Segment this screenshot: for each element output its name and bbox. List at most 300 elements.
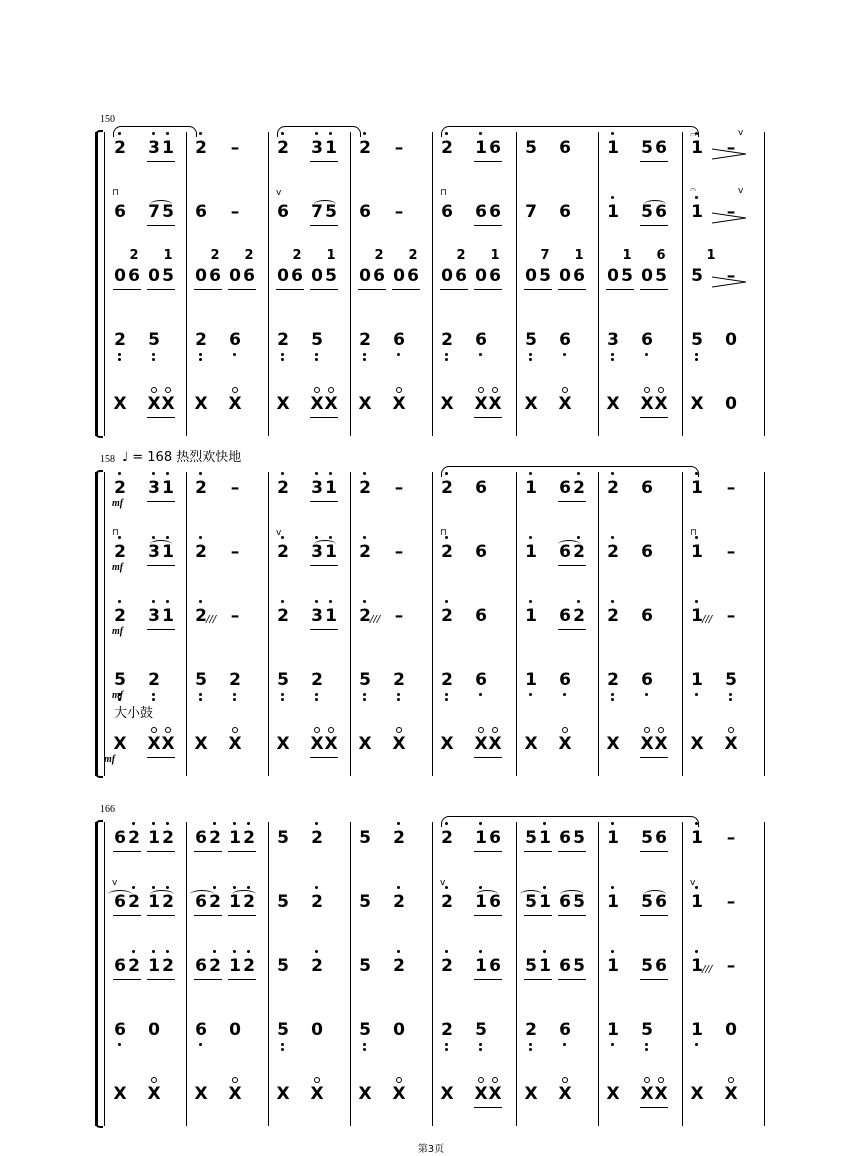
percussion-hit: X: [524, 1084, 538, 1104]
up-bow-mark: v: [112, 878, 118, 888]
octave-dot-below: [152, 358, 155, 361]
octave-dot-above: [543, 886, 546, 889]
jianpu-note: 1: [524, 478, 538, 498]
staff-row: [0, 946, 862, 986]
open-ring-mark: [328, 387, 334, 393]
octave-dot-below: [315, 358, 318, 361]
jianpu-note: 1: [228, 892, 242, 912]
dynamic-mark: mf: [112, 498, 124, 509]
jianpu-note: 5: [525, 956, 537, 976]
slur: [476, 890, 498, 899]
octave-dot-above: [577, 536, 580, 539]
eighth-underline: [558, 501, 586, 502]
score-system: [0, 114, 862, 448]
jianpu-note: 1: [474, 892, 488, 912]
jianpu-note: 2: [161, 956, 175, 976]
eighth-underline: [524, 851, 552, 852]
jianpu-note: 1: [690, 606, 704, 626]
octave-dot-below: [199, 1043, 202, 1046]
percussion-hit: X: [147, 734, 161, 754]
sustain-dash: –: [726, 828, 736, 848]
tremolo-mark: ///: [702, 964, 713, 975]
jianpu-note: 6: [655, 828, 667, 848]
phrase-slur: [277, 126, 361, 137]
phrase-slur: [113, 126, 197, 137]
jianpu-note: 0: [114, 266, 126, 286]
open-ring-mark: [151, 727, 157, 733]
open-ring-mark: [478, 727, 484, 733]
jianpu-note: 2: [358, 330, 372, 350]
percussion-hit: X: [310, 734, 324, 754]
jianpu-note: 5: [474, 1020, 488, 1040]
eighth-underline: [640, 851, 668, 852]
jianpu-note: 6: [407, 266, 419, 286]
jianpu-note: 1: [474, 828, 488, 848]
slur: [558, 540, 580, 549]
eighth-underline: [194, 851, 222, 852]
jianpu-note: 7: [148, 202, 160, 222]
jianpu-note: 1: [228, 828, 242, 848]
jianpu-note: 2: [392, 828, 406, 848]
percussion-hit: X: [640, 1084, 654, 1104]
percussion-hit: X: [440, 394, 454, 414]
octave-dot-above: [166, 472, 169, 475]
jianpu-note: 6: [474, 330, 488, 350]
eighth-underline: [474, 289, 502, 290]
tremolo-mark: ///: [370, 614, 381, 625]
eighth-underline: [113, 289, 141, 290]
slur: [560, 890, 584, 899]
jianpu-note: 5: [539, 266, 551, 286]
eighth-underline: [147, 915, 175, 916]
open-ring-mark: [644, 727, 650, 733]
jianpu-note: 1: [690, 138, 704, 158]
percussion-hit: X: [724, 1084, 738, 1104]
octave-dot-below: [199, 698, 202, 701]
octave-dot-below: [445, 353, 448, 356]
open-ring-mark: [165, 387, 171, 393]
jianpu-note: 5: [277, 828, 289, 848]
eighth-underline: [228, 289, 256, 290]
jianpu-note: 5: [358, 1020, 372, 1040]
sustain-dash: –: [726, 606, 736, 626]
slur: [644, 890, 666, 899]
octave-dot-above: [445, 600, 448, 603]
percussion-hit: X: [488, 734, 502, 754]
octave-dot-above: [199, 600, 202, 603]
open-ring-mark: [658, 387, 664, 393]
jianpu-note: 0: [641, 266, 653, 286]
jianpu-note: 2: [113, 138, 127, 158]
staff-row: [0, 1010, 862, 1050]
slur: [314, 540, 336, 549]
octave-dot-above: [213, 950, 216, 953]
octave-dot-above: [315, 536, 318, 539]
jianpu-note: 5: [525, 892, 537, 912]
octave-dot-above: [363, 132, 366, 135]
staff-row: [0, 532, 862, 572]
down-bow-mark: ⊓: [440, 188, 448, 198]
percussion-hit: X: [147, 394, 161, 414]
jianpu-note: 6: [209, 266, 221, 286]
octave-dot-above: [397, 950, 400, 953]
jianpu-note: 5: [525, 828, 537, 848]
jianpu-note: 2: [242, 956, 256, 976]
percussion-hit: X: [324, 394, 338, 414]
jianpu-note: 2: [310, 892, 324, 912]
octave-dot-below: [363, 353, 366, 356]
octave-dot-above: [132, 886, 135, 889]
jianpu-note: 2: [276, 138, 290, 158]
measure-number: 158: [100, 454, 115, 465]
octave-dot-above: [611, 600, 614, 603]
jianpu-note: 2: [194, 330, 208, 350]
jianpu-note: 6: [640, 670, 654, 690]
octave-dot-above: [233, 950, 236, 953]
dynamic-mark: mf: [112, 690, 124, 701]
jianpu-note: 1: [524, 670, 538, 690]
octave-dot-below: [445, 1043, 448, 1046]
sustain-dash: –: [394, 606, 404, 626]
octave-dot-below: [695, 693, 698, 696]
jianpu-note: 2: [310, 956, 324, 976]
percussion-hit: X: [558, 394, 572, 414]
jianpu-note: 6: [655, 202, 667, 222]
jianpu-note: 2: [606, 670, 620, 690]
sustain-dash: –: [394, 542, 404, 562]
eighth-underline: [276, 289, 304, 290]
open-ring-mark: [396, 387, 402, 393]
slur: [520, 890, 542, 899]
sustain-dash: –: [230, 202, 240, 222]
octave-dot-below: [529, 693, 532, 696]
jianpu-note: 1: [161, 478, 175, 498]
octave-dot-above: [363, 600, 366, 603]
jianpu-note: 1: [606, 956, 620, 976]
eighth-underline: [194, 915, 222, 916]
measure-number: 150: [100, 114, 115, 125]
octave-dot-above: [543, 950, 546, 953]
jianpu-note: 5: [276, 1020, 290, 1040]
octave-dot-below: [363, 358, 366, 361]
jianpu-note: 6: [291, 266, 303, 286]
jianpu-note: 2: [440, 892, 454, 912]
jianpu-note: 0: [311, 266, 323, 286]
jianpu-note: 1: [690, 828, 704, 848]
decrescendo-hairpin: [712, 210, 746, 224]
jianpu-note: 3: [147, 478, 161, 498]
up-bow-mark: v: [738, 128, 744, 138]
chord-upper-note: 7: [540, 248, 550, 263]
jianpu-note: 6: [559, 956, 571, 976]
sustain-dash: –: [394, 202, 404, 222]
octave-dot-above: [199, 132, 202, 135]
octave-dot-below: [281, 1043, 284, 1046]
percussion-hit: X: [276, 394, 290, 414]
jianpu-note: 5: [325, 266, 337, 286]
jianpu-note: 6: [559, 202, 571, 222]
jianpu-note: 5: [573, 828, 585, 848]
sustain-dash: –: [726, 202, 736, 222]
jianpu-note: 5: [621, 266, 633, 286]
eighth-underline: [147, 565, 175, 566]
open-ring-mark: [562, 1077, 568, 1083]
percussion-hit: X: [440, 1084, 454, 1104]
slur: [644, 200, 666, 209]
staff-row: [0, 660, 862, 700]
octave-dot-below: [363, 1043, 366, 1046]
jianpu-note: 5: [573, 892, 585, 912]
eighth-underline: [558, 289, 586, 290]
eighth-underline: [606, 289, 634, 290]
chord-upper-note: 1: [326, 248, 336, 263]
slur: [150, 540, 172, 549]
jianpu-note: 2: [276, 478, 290, 498]
octave-dot-below: [397, 698, 400, 701]
percussion-hit: X: [113, 1084, 127, 1104]
open-ring-mark: [492, 387, 498, 393]
dynamic-mark: mf: [104, 754, 116, 765]
jianpu-note: 2: [161, 892, 175, 912]
down-bow-mark: ⊓: [690, 528, 698, 538]
octave-dot-below: [611, 698, 614, 701]
octave-dot-above: [199, 472, 202, 475]
jianpu-note: 0: [725, 1020, 737, 1040]
octave-dot-above: [695, 600, 698, 603]
jianpu-note: 5: [573, 956, 585, 976]
phrase-slur: [441, 126, 699, 137]
jianpu-note: 6: [441, 202, 453, 222]
eighth-underline: [474, 757, 502, 758]
percussion-hit: X: [392, 394, 406, 414]
dynamic-mark: mf: [112, 562, 124, 573]
percussion-hit: X: [310, 1084, 324, 1104]
octave-dot-below: [152, 353, 155, 356]
percussion-hit: X: [358, 394, 372, 414]
up-bow-mark: v: [440, 878, 446, 888]
octave-dot-above: [233, 822, 236, 825]
octave-dot-above: [315, 600, 318, 603]
percussion-hit: X: [690, 394, 704, 414]
octave-dot-above: [213, 822, 216, 825]
jianpu-note: 2: [358, 606, 372, 626]
octave-dot-above: [397, 822, 400, 825]
octave-dot-below: [233, 698, 236, 701]
octave-dot-below: [233, 693, 236, 696]
percussion-hit: X: [358, 1084, 372, 1104]
jianpu-note: 1: [606, 1020, 620, 1040]
jianpu-note: 2: [242, 892, 256, 912]
percussion-hit: X: [113, 394, 127, 414]
open-ring-mark: [314, 727, 320, 733]
sustain-dash: –: [726, 956, 736, 976]
octave-dot-above: [363, 536, 366, 539]
up-bow-mark: v: [738, 186, 744, 196]
percussion-hit: X: [488, 394, 502, 414]
eighth-underline: [640, 417, 668, 418]
jianpu-note: 1: [524, 606, 538, 626]
dynamic-mark: mf: [112, 626, 124, 637]
eighth-underline: [147, 757, 175, 758]
octave-dot-below: [645, 1043, 648, 1046]
jianpu-note: 1: [524, 542, 538, 562]
eighth-underline: [474, 225, 502, 226]
percussion-hit: X: [606, 1084, 620, 1104]
jianpu-note: 1: [324, 606, 338, 626]
jianpu-note: 6: [359, 202, 371, 222]
octave-dot-above: [611, 196, 614, 199]
jianpu-note: 6: [475, 606, 487, 626]
octave-dot-above: [118, 600, 121, 603]
jianpu-note: 6: [559, 606, 571, 626]
sustain-dash: –: [726, 542, 736, 562]
octave-dot-above: [233, 886, 236, 889]
jianpu-note: 2: [358, 542, 372, 562]
octave-dot-above: [479, 950, 482, 953]
staff-row: [0, 1074, 862, 1114]
sustain-dash: –: [726, 478, 736, 498]
jianpu-note: 2: [113, 542, 127, 562]
octave-dot-above: [166, 950, 169, 953]
jianpu-note: 3: [147, 606, 161, 626]
jianpu-note: 1: [690, 892, 704, 912]
jianpu-note: 0: [393, 266, 405, 286]
eighth-underline: [640, 289, 668, 290]
up-bow-mark: v: [276, 188, 282, 198]
jianpu-note: 1: [690, 202, 704, 222]
octave-dot-above: [247, 886, 250, 889]
jianpu-note: 1: [324, 542, 338, 562]
percussion-hit: X: [474, 1084, 488, 1104]
brace-bottom-hook: [95, 770, 103, 778]
octave-dot-above: [611, 536, 614, 539]
eighth-underline: [147, 629, 175, 630]
jianpu-note: 2: [194, 606, 208, 626]
octave-dot-below: [152, 698, 155, 701]
octave-dot-below: [729, 698, 732, 701]
jianpu-note: 2: [392, 956, 406, 976]
open-ring-mark: [396, 727, 402, 733]
octave-dot-below: [611, 693, 614, 696]
jianpu-note: 2: [127, 956, 141, 976]
jianpu-note: 2: [127, 892, 141, 912]
percussion-hit: X: [392, 1084, 406, 1104]
jianpu-note: 1: [161, 606, 175, 626]
octave-dot-above: [281, 472, 284, 475]
jianpu-note: 0: [393, 1020, 405, 1040]
jianpu-note: 2: [147, 670, 161, 690]
octave-dot-below: [695, 358, 698, 361]
down-bow-mark: ⊓: [440, 528, 448, 538]
eighth-underline: [310, 161, 338, 162]
jianpu-note: 5: [359, 892, 371, 912]
slur: [190, 890, 214, 899]
octave-dot-above: [577, 600, 580, 603]
jianpu-note: 6: [641, 542, 653, 562]
staff-row: [0, 724, 862, 764]
jianpu-note: 6: [277, 202, 289, 222]
jianpu-note: 2: [113, 606, 127, 626]
open-ring-mark: [232, 1077, 238, 1083]
octave-dot-below: [118, 1043, 121, 1046]
octave-dot-above: [529, 600, 532, 603]
jianpu-note: 2: [358, 478, 372, 498]
jianpu-note: 2: [440, 478, 454, 498]
staff-row: [0, 596, 862, 636]
eighth-underline: [310, 417, 338, 418]
open-ring-mark: [314, 1077, 320, 1083]
eighth-underline: [147, 417, 175, 418]
percussion-hit: X: [558, 1084, 572, 1104]
eighth-underline: [113, 979, 141, 980]
jianpu-note: 6: [655, 956, 667, 976]
jianpu-note: 2: [606, 606, 620, 626]
chord-upper-note: 2: [210, 248, 220, 263]
percussion-hit: X: [474, 394, 488, 414]
eighth-underline: [558, 979, 586, 980]
percussion-hit: X: [606, 394, 620, 414]
octave-dot-below: [611, 1043, 614, 1046]
jianpu-note: 6: [195, 892, 207, 912]
jianpu-note: 5: [655, 266, 667, 286]
jianpu-note: 2: [606, 542, 620, 562]
percussion-hit: X: [358, 734, 372, 754]
phrase-slur: [441, 816, 699, 827]
chord-upper-note: 1: [574, 248, 584, 263]
jianpu-note: 6: [640, 330, 654, 350]
open-ring-mark: [232, 727, 238, 733]
octave-dot-below: [563, 693, 566, 696]
brace-bottom-hook: [95, 1120, 103, 1128]
jianpu-note: 2: [572, 478, 586, 498]
octave-dot-above: [166, 600, 169, 603]
jianpu-note: 6: [489, 828, 501, 848]
octave-dot-below: [315, 698, 318, 701]
chord-upper-note: 1: [490, 248, 500, 263]
eighth-underline: [474, 1107, 502, 1108]
jianpu-note: 2: [228, 670, 242, 690]
eighth-underline: [113, 851, 141, 852]
jianpu-note: 3: [147, 542, 161, 562]
eighth-underline: [228, 851, 256, 852]
octave-dot-above: [213, 886, 216, 889]
eighth-underline: [474, 417, 502, 418]
tremolo-mark: ///: [702, 614, 713, 625]
jianpu-note: 5: [113, 670, 127, 690]
percussion-hit: X: [194, 1084, 208, 1104]
octave-dot-below: [479, 693, 482, 696]
down-bow-mark: ⊓: [112, 528, 120, 538]
octave-dot-below: [529, 353, 532, 356]
octave-dot-below: [281, 693, 284, 696]
jianpu-note: 5: [359, 828, 371, 848]
percussion-hit: X: [690, 734, 704, 754]
percussion-hit: X: [474, 734, 488, 754]
jianpu-note: 5: [358, 670, 372, 690]
slur: [150, 890, 174, 899]
open-ring-mark: [562, 387, 568, 393]
octave-dot-below: [479, 1043, 482, 1046]
eighth-underline: [310, 501, 338, 502]
open-ring-mark: [492, 727, 498, 733]
octave-dot-above: [529, 536, 532, 539]
open-ring-mark: [644, 387, 650, 393]
slur: [108, 890, 132, 899]
eighth-underline: [147, 501, 175, 502]
octave-dot-above: [152, 472, 155, 475]
jianpu-note: 6: [489, 892, 501, 912]
jianpu-note: 1: [474, 956, 488, 976]
